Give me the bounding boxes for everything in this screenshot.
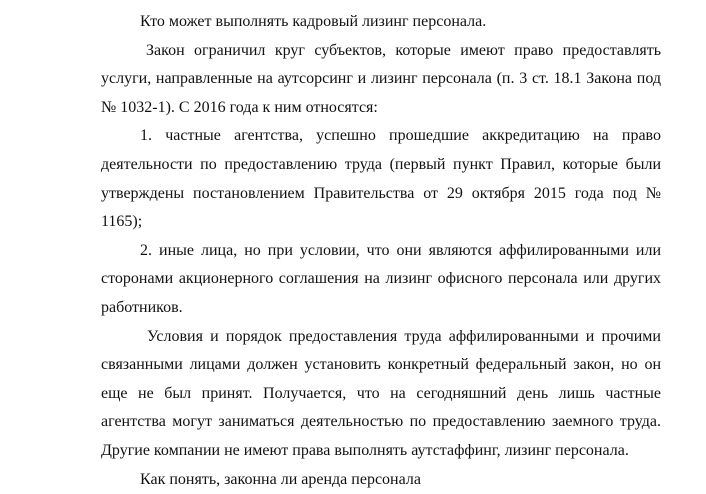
list-item-private-agencies: 1. частные агентства, успешно прошедшие аккредитацию на право деятельности по предоставлению труда (первый пункт Правил, которые были утверждены постановлением Правительства от 29 октября 2015 года под № 1165); bbox=[101, 122, 661, 236]
section-heading-legality: Как понять, законна ли аренда персонала bbox=[101, 466, 661, 494]
paragraph-law-restriction: Закон ограничил круг субъектов, которые имеют право предоставлять услуги, направленные на аутсорсинг и лизинг персонала (п. 3 ст. 18.1 Закона под № 1032-1). С 2016 года к ним относятся: bbox=[101, 37, 661, 123]
document-page bbox=[101, 8, 661, 494]
list-item-affiliated-persons: 2. иные лица, но при условии, что они являются аффилированными или сторонами акционерного соглашения на лизинг офисного персонала или других работников. bbox=[101, 237, 661, 323]
section-heading-who-can-lease: Кто может выполнять кадровый лизинг персонала. bbox=[101, 8, 661, 37]
paragraph-conditions: Условия и порядок предоставления труда аффилированными и прочими связанными лицами должен установить конкретный федеральный закон, но он еще не был принят. Получается, что на сегодняшний день лишь частные агентства могут заниматься деятельностью по предоставлению заемного труда. Другие компании не имеют права выполнять аутстаффинг, лизинг персонала. bbox=[101, 323, 661, 466]
